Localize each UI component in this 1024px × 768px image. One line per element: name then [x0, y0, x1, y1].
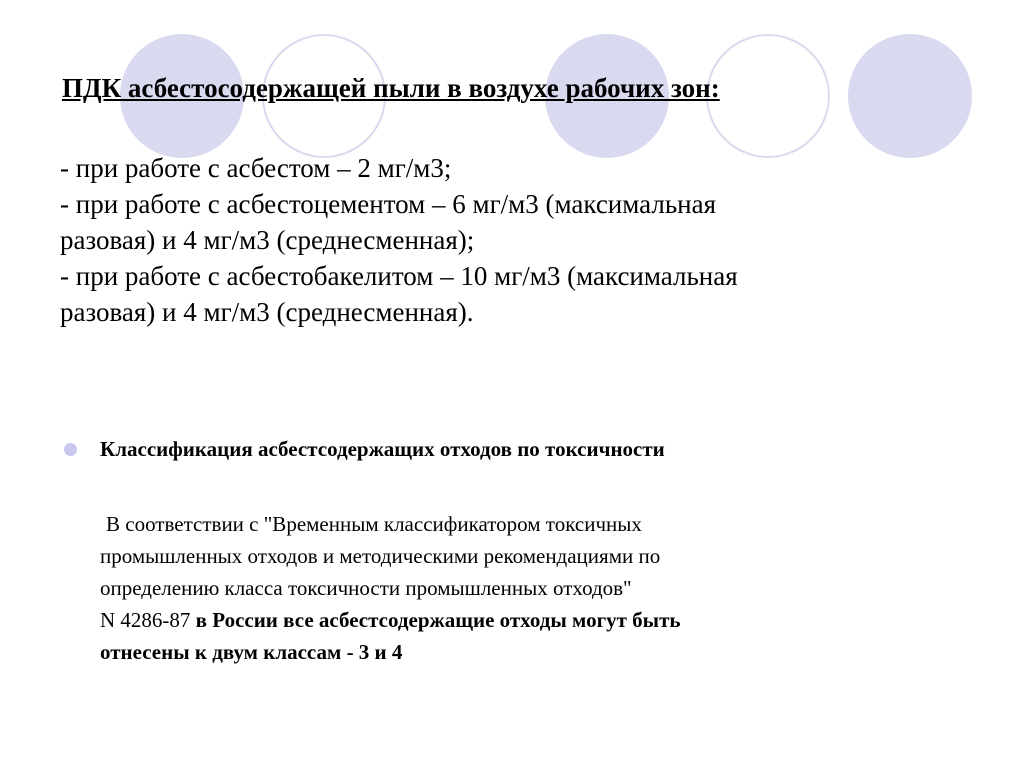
bullet-dot-icon: [64, 443, 77, 456]
doc-number: N 4286-87: [100, 608, 196, 632]
paragraph-line-5: [100, 636, 960, 668]
limit-asbestos-bakelite-cont: разовая) и 4 мг/м3 (среднесменная).: [60, 297, 474, 327]
exposure-limits-list: [60, 150, 980, 330]
limit-asbestos: - при работе с асбестом – 2 мг/м3;: [60, 153, 452, 183]
paragraph-line-2: промышленных отходов и методическими рекомендациями по: [100, 544, 661, 568]
paragraph-line-1: В соответствии с "Временным классификатором токсичных: [106, 512, 642, 536]
paragraph-line-3: определению класса токсичности промышленных отходов": [100, 576, 632, 600]
paragraph-line-4: [100, 604, 960, 636]
classification-paragraph: [100, 508, 960, 668]
bullet-heading: Классификация асбестсодержащих отходов по токсичности: [100, 437, 665, 461]
limit-asbestos-cement: - при работе с асбестоцементом – 6 мг/м3 (максимальная: [60, 189, 717, 219]
limit-asbestos-bakelite: - при работе с асбестобакелитом – 10 мг/м3 (максимальная: [60, 261, 738, 291]
slide-title: ПДК асбестосодержащей пыли в воздухе рабочих зон:: [62, 73, 720, 103]
paragraph-emphasis-2: отнесены к двум классам - 3 и 4: [100, 640, 403, 664]
limit-asbestos-cement-cont: разовая) и 4 мг/м3 (среднесменная);: [60, 225, 475, 255]
paragraph-emphasis-1: в России все асбестсодержащие отходы могут быть: [195, 608, 681, 632]
bullet-item: [64, 434, 964, 464]
